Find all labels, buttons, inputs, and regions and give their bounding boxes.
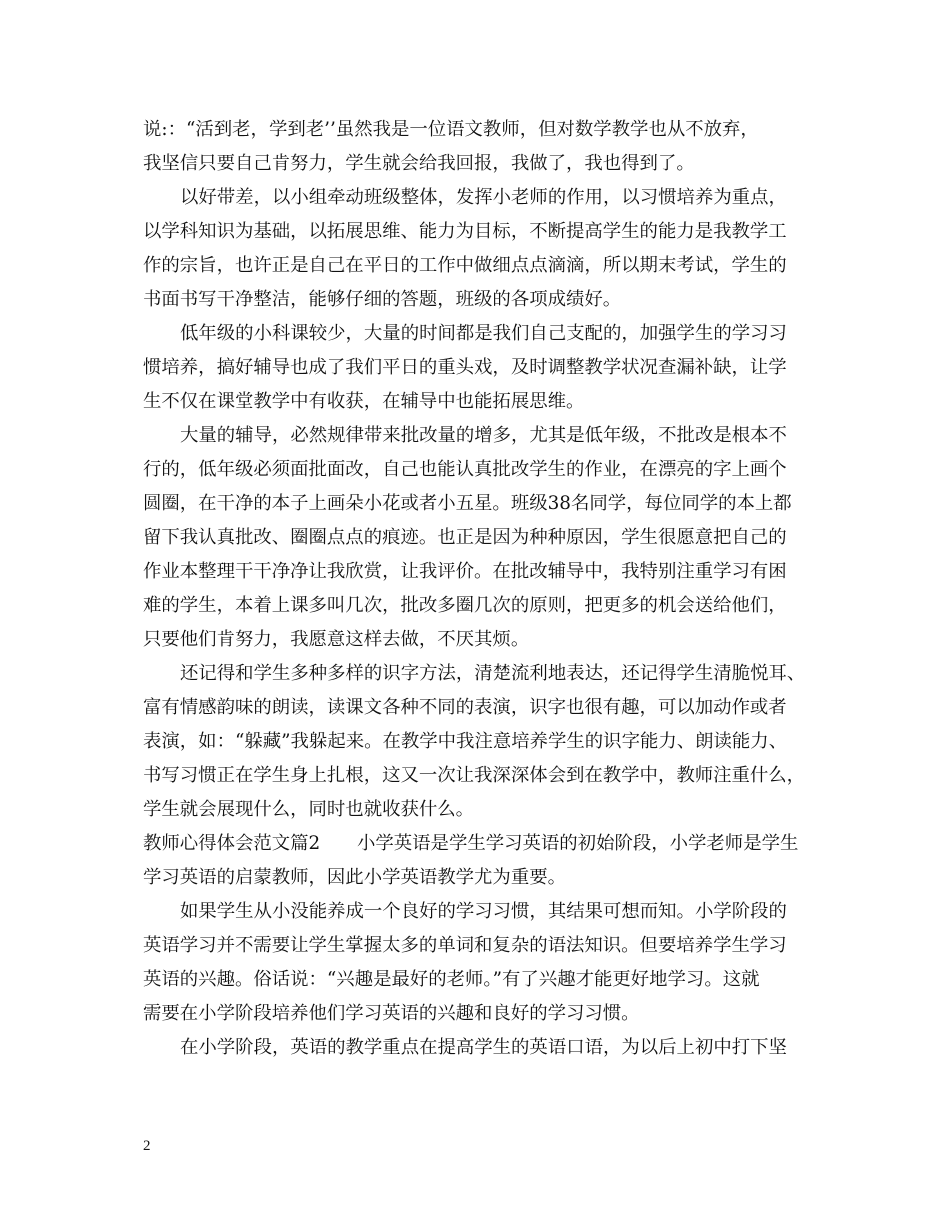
text-line: 惯培养，搞好辅导也成了我们平日的重头戏，及时调整教学状况查漏补缺，让学 xyxy=(143,357,787,378)
section-heading-line: 教师心得体会范文篇2 小学英语是学生学习英语的初始阶段，小学老师是学生 xyxy=(143,833,799,854)
page-number: 2 xyxy=(143,1138,151,1154)
text-line: 我坚信只要自己肯努力，学生就会给我回报，我做了，我也得到了。 xyxy=(143,153,695,174)
text-line: 生不仅在课堂教学中有收获，在辅导中也能拓展思维。 xyxy=(143,391,585,412)
text-line: 大量的辅导，必然规律带来批改量的增多，尤其是低年级，不批改是根本不 xyxy=(180,425,787,446)
text-line: 只要他们肯努力，我愿意这样去做，不厌其烦。 xyxy=(143,629,530,650)
text-line: 低年级的小科课较少，大量的时间都是我们自己支配的，加强学生的学习习 xyxy=(180,323,787,344)
text-line: 以学科知识为基础，以拓展思维、能力为目标，不断提高学生的能力是我教学工 xyxy=(143,221,787,242)
text-line: 书写习惯正在学生身上扎根，这又一次让我深深体会到在教学中，教师注重什么， xyxy=(143,765,806,786)
text-line: 需要在小学阶段培养他们学习英语的兴趣和良好的学习习惯。 xyxy=(143,1003,640,1024)
text-line: 英语学习并不需要让学生掌握太多的单词和复杂的语法知识。但要培养学生学习 xyxy=(143,935,787,956)
text-line: 难的学生，本着上课多叫几次，批改多圈几次的原则，把更多的机会送给他们， xyxy=(143,595,787,616)
text-line: 学生就会展现什么，同时也就收获什么。 xyxy=(143,799,475,820)
text-line: 说:：“活到老，学到老’’虽然我是一位语文教师，但对数学教学也从不放弃， xyxy=(143,119,759,140)
body-text xyxy=(143,113,813,1065)
text-line: 如果学生从小没能养成一个良好的学习习惯，其结果可想而知。小学阶段的 xyxy=(180,901,787,922)
text-line: 作的宗旨，也许正是自己在平日的工作中做细点点滴滴，所以期末考试，学生的 xyxy=(143,255,787,276)
text-line: 学习英语的启蒙教师，因此小学英语教学尤为重要。 xyxy=(143,867,566,888)
text-line: 表演，如：“躲藏”我躲起来。在教学中我注意培养学生的识字能力、朗读能力、 xyxy=(143,731,788,752)
text-line: 留下我认真批改、圈圈点点的痕迹。也正是因为种种原因，学生很愿意把自己的 xyxy=(143,527,787,548)
text-line: 行的，低年级必须面批面改，自己也能认真批改学生的作业，在漂亮的字上画个 xyxy=(143,459,787,480)
text-line: 在小学阶段，英语的教学重点在提高学生的英语口语，为以后上初中打下坚 xyxy=(180,1037,787,1058)
text-line: 圆圈，在干净的本子上画朵小花或者小五星。班级38名同学，每位同学的本上都 xyxy=(143,493,792,514)
text-line: 还记得和学生多种多样的识字方法，清楚流利地表达，还记得学生清脆悦耳、 xyxy=(180,663,806,684)
text-line: 书面书写干净整洁，能够仔细的答题，班级的各项成绩好。 xyxy=(143,289,622,310)
text-line: 富有情感韵味的朗读，读课文各种不同的表演，识字也很有趣，可以加动作或者 xyxy=(143,697,787,718)
text-line: 作业本整理干干净净让我欣赏，让我评价。在批改辅导中，我特别注重学习有困 xyxy=(143,561,787,582)
text-line: 以好带差，以小组牵动班级整体，发挥小老师的作用，以习惯培养为重点， xyxy=(180,187,787,208)
text-line: 英语的兴趣。俗话说：“兴趣是最好的老师。”有了兴趣才能更好地学习。这就 xyxy=(143,969,760,990)
